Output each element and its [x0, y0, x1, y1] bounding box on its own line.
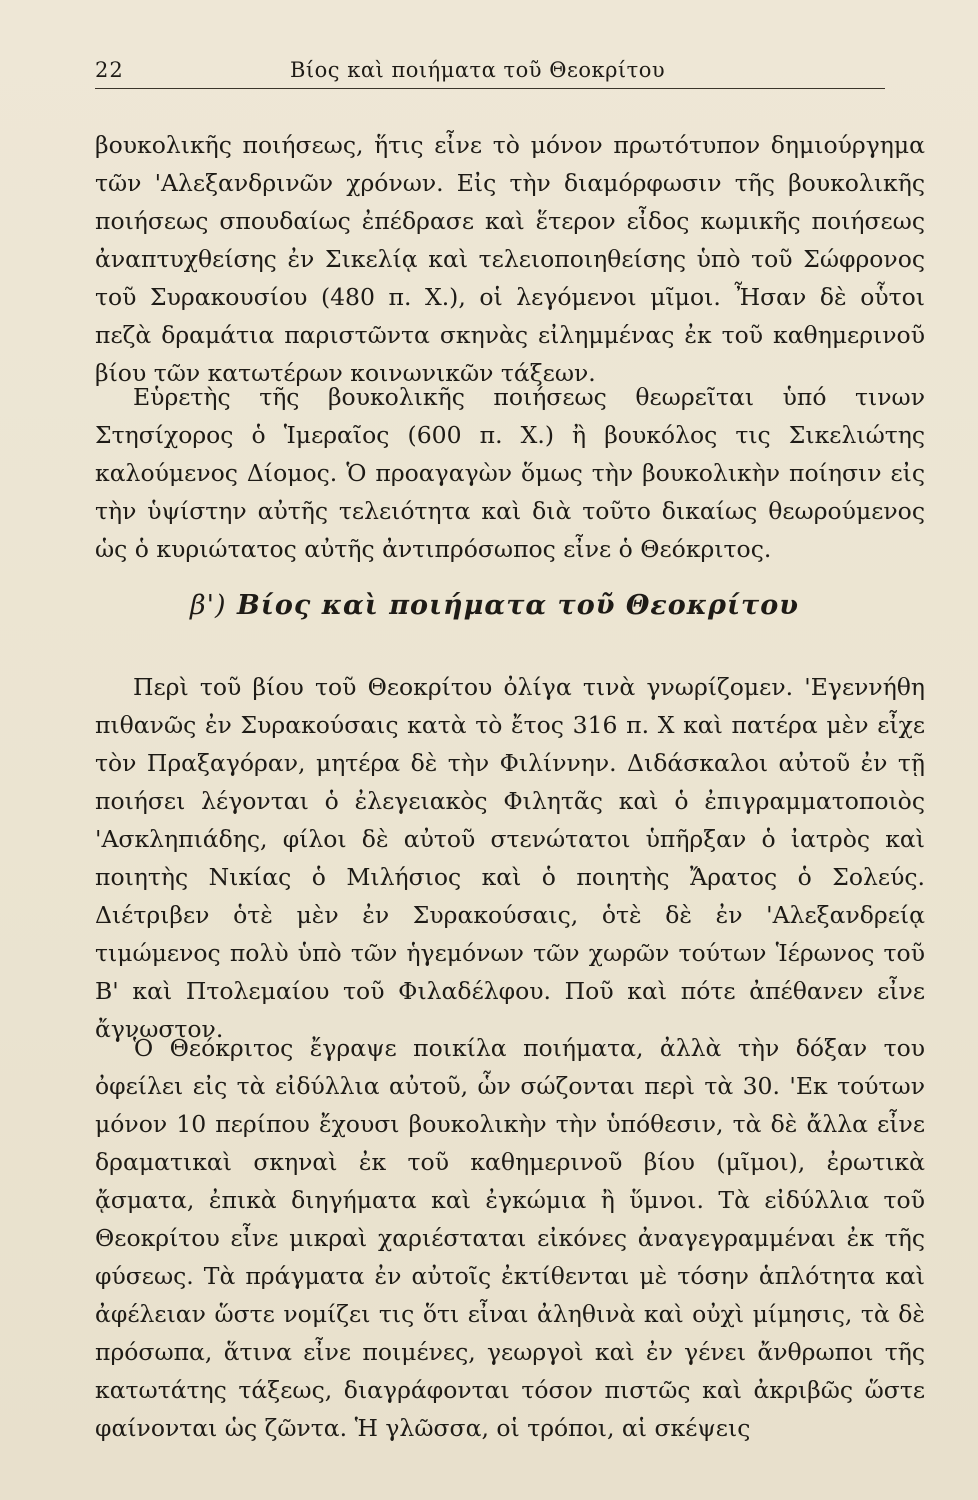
page-number: 22	[95, 58, 124, 82]
running-title: Βίος καὶ ποιήματα τοῦ Θεοκρίτου	[290, 58, 666, 82]
header-rule	[95, 88, 885, 89]
section-marker: β')	[190, 590, 227, 621]
section-title: Βίος καὶ ποιήματα τοῦ Θεοκρίτου	[236, 590, 799, 621]
page-header	[95, 56, 885, 92]
paragraph-life: Περὶ τοῦ βίου τοῦ Θεοκρίτου ὀλίγα τινὰ γνωρίζομεν. 'Εγεννήθη πιθανῶς ἐν Συρακούσαις κατὰ τὸ ἔτος 316 π. Χ καὶ πατέρα μὲν εἶχε τὸν Πραξαγόραν, μητέρα δὲ τὴν Φιλίννην. Διδάσκαλοι αὐτοῦ ἐν τῇ ποιήσει λέγονται ὁ ἐλεγειακὸς Φιλητᾶς καὶ ὁ ἐπιγραμματοποιὸς 'Ασκληπιάδης, φίλοι δὲ αὐτοῦ στενώτατοι ὑπῆρξαν ὁ ἰατρὸς καὶ ποιητὴς Νικίας ὁ Μιλήσιος καὶ ὁ ποιητὴς Ἄρατος ὁ Σολεύς. Διέτριβεν ὁτὲ μὲν ἐν Συρακούσαις, ὁτὲ δὲ ἐν 'Αλεξανδρείᾳ τιμώμενος πολὺ ὑπὸ τῶν ἡγεμόνων τῶν χωρῶν τούτων Ἱέρωνος τοῦ Β' καὶ Πτολεμαίου τοῦ Φιλαδέλφου. Ποῦ καὶ πότε ἀπέθανεν εἶνε ἄγνωστον.	[95, 673, 925, 1043]
paragraph-poems: Ὁ Θεόκριτος ἔγραψε ποικίλα ποιήματα, ἀλλὰ τὴν δόξαν του ὀφείλει εἰς τὰ εἰδύλλια αὐτοῦ, ὧν σώζονται περὶ τὰ 30. 'Εκ τούτων μόνον 10 περίπου ἔχουσι βουκολικὴν τὴν ὑπόθεσιν, τὰ δὲ ἄλλα εἶνε δραματικαὶ σκηναὶ ἐκ τοῦ καθημερινοῦ βίου (μῖμοι), ἐρωτικὰ ᾄσματα, ἐπικὰ διηγήματα καὶ ἐγκώμια ἢ ὕμνοι. Τὰ εἰδύλλια τοῦ Θεοκρίτου εἶνε μικραὶ χαριέσταται εἰκόνες ἀναγεγραμμέναι ἐκ τῆς φύσεως. Τὰ πράγματα ἐν αὐτοῖς ἐκτίθενται μὲ τόσην ἁπλότητα καὶ ἀφέλειαν ὥστε νομίζει τις ὅτι εἶναι ἀληθινὰ καὶ οὐχὶ μίμησις, τὰ δὲ πρόσωπα, ἅτινα εἶνε ποιμένες, γεωργοὶ καὶ ἐν γένει ἄνθρωποι τῆς κατωτάτης τάξεως, διαγράφονται τόσον πιστῶς καὶ ἀκριβῶς ὥστε φαίνονται ὡς ζῶντα. Ἡ γλῶσσα, οἱ τρόποι, αἱ σκέψεις	[95, 1034, 925, 1442]
section-heading	[190, 590, 799, 621]
paragraph-inventor: Εὑρετὴς τῆς βουκολικῆς ποιήσεως θεωρεῖται ὑπό τινων Στησίχορος ὁ Ἱμεραῖος (600 π. Χ.) ἢ βουκόλος τις Σικελιώτης καλούμενος Δίομος. Ὁ προαγαγὼν ὅμως τὴν βουκολικὴν ποίησιν εἰς τὴν ὑψίστην αὐτῆς τελειότητα καὶ διὰ τοῦτο δικαίως θεωρούμενος ὡς ὁ κυριώτατος αὐτῆς ἀντιπρόσωπος εἶνε ὁ Θεόκριτος.	[95, 383, 925, 563]
paragraph-bucolic-poetry: βουκολικῆς ποιήσεως, ἥτις εἶνε τὸ μόνον πρωτότυπον δημιούργημα τῶν 'Αλεξανδρινῶν χρόνων. Εἰς τὴν διαμόρφωσιν τῆς βουκολικῆς ποιήσεως σπουδαίως ἐπέδρασε καὶ ἕτερον εἶδος κωμικῆς ποιήσεως ἀναπτυχθείσης ἐν Σικελίᾳ καὶ τελειοποιηθείσης ὑπὸ τοῦ Σώφρονος τοῦ Συρακουσίου (480 π. Χ.), οἱ λεγόμενοι μῖμοι. Ἦσαν δὲ οὗτοι πεζὰ δραμάτια παριστῶντα σκηνὰς εἰλημμένας ἐκ τοῦ καθημερινοῦ βίου τῶν κατωτέρων κοινωνικῶν τάξεων.	[95, 131, 925, 387]
